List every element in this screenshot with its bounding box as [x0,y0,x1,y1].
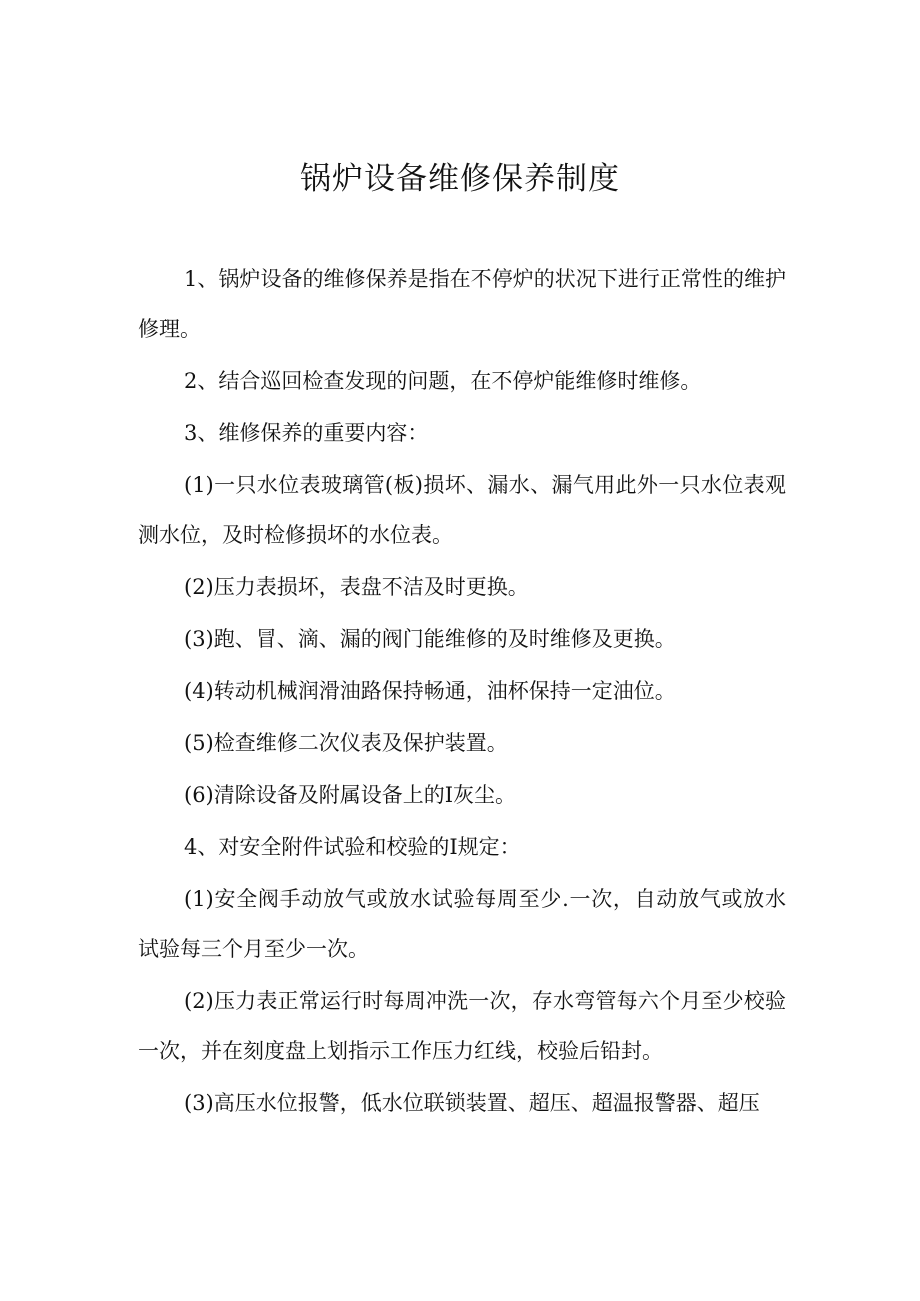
paragraph: 2、结合巡回检查发现的问题，在不停炉能维修时维修。 [184,369,702,393]
paragraph: 1、锅炉设备的维修保养是指在不停炉的状况下进行正常性的维护修理。 [138,267,786,341]
paragraph: (5)检查维修二次仪表及保护装置。 [184,731,508,755]
paragraph: (4)转动机械润滑油路保持畅通，油杯保持一定油位。 [184,679,676,703]
paragraph: (1)安全阀手动放气或放水试验每周至少.一次，自动放气或放水试验每三个月至少一次。 [138,887,786,961]
paragraph: (6)清除设备及附属设备上的I灰尘。 [184,783,517,807]
paragraph: (2)压力表损坏，表盘不洁及时更换。 [184,575,529,599]
paragraph: (3)高压水位报警，低水位联锁装置、超压、超温报警器、超压 [184,1091,760,1115]
paragraph: 3、维修保养的重要内容： [184,421,429,445]
document-body [138,254,786,1130]
paragraph: 4、对安全附件试验和校验的I规定： [184,835,521,859]
paragraph: (2)压力表正常运行时每周冲洗一次，存水弯管每六个月至少校验一次，并在刻度盘上划指示工作压力红线，校验后铅封。 [138,989,786,1063]
paragraph: (1)一只水位表玻璃管(板)损坏、漏水、漏气用此外一只水位表观测水位，及时检修损坏的水位表。 [138,473,786,547]
paragraph: (3)跑、冒、滴、漏的阀门能维修的及时维修及更换。 [184,627,676,651]
document-title: 锅炉设备维修保养制度 [300,161,620,197]
